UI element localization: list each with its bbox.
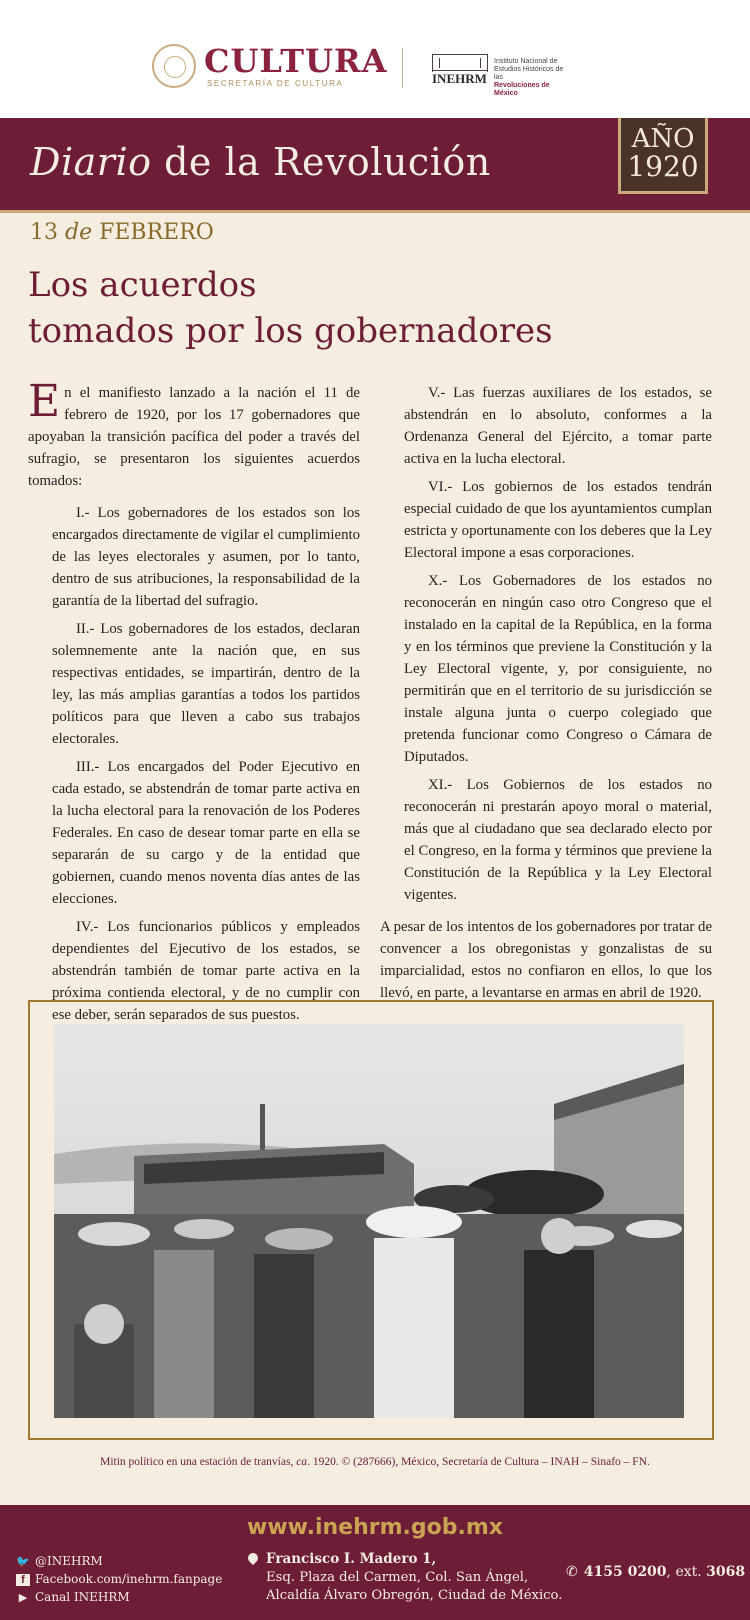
twitter-icon: 🐦 [16,1555,30,1568]
date-month: FEBRERO [99,220,214,245]
header-divider [402,48,403,88]
agreement-6: VI.- Los gobiernos de los estados tendrán especial cuidado de que los ayuntamientos cumplan estricta y oportunamente con los deberes que la Ley Electoral impone a esas corporaciones. [404,479,712,561]
agreement-4: IV.- Los funcionarios públicos y empleados dependientes del Ejecutivo de los estados, se abstendrán también de tomar parte activa en la próxima contienda electoral, y de no cumplir con ese deber, serán separados de sus puestos. [52,919,360,1023]
seal-icon [152,44,196,88]
agreement-5: V.- Las fuerzas auxiliares de los estados, se abstendrán en lo absoluto, conformes a la Ordenanza General del Ejército, a tomar parte activa en la lucha electoral. [404,385,712,467]
facebook-link[interactable] [16,1572,222,1586]
intro-text: n el manifiesto lanzado a la nación el 11 de febrero de 1920, por los 17 gobernadores que apoyaban la transición pacífica del poder a través del sufragio, se presentaron los siguientes acuerdos tomados: [28,385,360,489]
address-line3: Alcaldía Álvaro Obregón, Ciudad de México. [266,1588,563,1603]
banner-title-italic: Diario [30,140,152,184]
headline-line2: tomados por los gobernadores [28,311,553,351]
year-label: AÑO [631,124,695,154]
caption-before: Mitin político en una estación de tranvías, [100,1456,297,1468]
article-intro [28,376,360,492]
banner-title-rest: de la Revolución [151,140,491,184]
phone-main: 4155 0200 [583,1564,667,1580]
youtube-icon: ▶ [18,1591,28,1604]
youtube-link[interactable] [16,1590,130,1604]
agreement-1: I.- Los gobernadores de los estados son los encargados directamente de vigilar el cumplimiento de las leyes electorales y asumen, por lo tanto, dentro de sus atribuciones, la responsabilidad de la garantía de la libertad del sufragio. [52,505,360,609]
agreement-10: X.- Los Gobernadores de los estados no reconocerán en ningún caso otro Congreso que el instalado en la capital de la República, en la forma y en los términos que previene la Constitución y la Ley Electoral vigente, y, por consiguiente, no permitirán que en el territorio de su jurisdicción se instale alguna junta o cuerpo colegiado que pretenda funcionar como Congreso o Cámara de Diputados. [404,573,712,765]
website-link[interactable]: www.inehrm.gob.mx [247,1515,503,1540]
facebook-icon: f [16,1574,30,1586]
gold-divider [0,210,750,213]
article-date [30,220,214,245]
address-street: Francisco I. Madero 1, [266,1551,437,1567]
phone-icon: ✆ [566,1564,578,1580]
agreement-3: III.- Los encargados del Poder Ejecutivo en cada estado, se abstendrán de tomar parte activa en la lucha electoral para la renovación de los Poderes Federales. En caso de desear tomar parte en ella se separarán de su cargo y de la entidad que gobiernen, cuando menos noventa días antes de las elecciones. [52,759,360,907]
article-column-left [28,376,360,1032]
agreement-2: II.- Los gobernadores de los estados, declaran solemnemente ante la nación que, en sus respectivas entidades, se impartirán, dentro de la ley, las más amplias garantías a todos los partidos políticos para que lleven a cabo sus trabajos electorales. [52,621,360,747]
photo-illustration [54,1024,684,1418]
drop-cap: E [28,376,61,427]
agreement-11: XI.- Los Gobiernos de los estados no reconocerán ni prestarán apoyo moral o material, más que al ciudadano que sea declarado electo por el Congreso, en la forma y términos que previene la Constitución de la República y la Ley Electoral vigentes. [404,777,712,903]
inehrm-logo-text [494,58,574,98]
cultura-logo-title: CULTURA [204,42,388,80]
address [266,1550,562,1605]
headline-line1: Los acuerdos [28,265,257,305]
facebook-url: Facebook.com/inehrm.fanpage [35,1572,223,1586]
caption-ca: ca [296,1456,308,1468]
twitter-link[interactable] [16,1554,103,1568]
year-value: 1920 [627,150,699,183]
page-title [28,262,678,354]
twitter-handle: @INEHRM [35,1554,103,1568]
historic-photo [54,1024,684,1418]
date-de: de [65,220,93,245]
inehrm-line3: Revoluciones de México [494,82,550,97]
banner-title [30,140,491,184]
phone-number[interactable] [566,1564,745,1580]
youtube-channel: Canal INEHRM [35,1590,130,1604]
caption-after: . 1920. © (287666), México, Secretaría de Cultura – INAH – Sinafo – FN. [307,1456,650,1468]
phone-ext: 3068 [706,1564,746,1580]
cultura-logo-subtitle: SECRETARÍA DE CULTURA [207,79,344,88]
article-closing: A pesar de los intentos de los gobernadores por tratar de convencer a los obregonistas y gonzalistas de su imparcialidad, estos no confiaron en ellos, lo que los llevó, en parte, a levantarse en armas en abril de 1920. [380,919,713,1001]
photo-caption [0,1456,750,1468]
date-day: 13 [30,220,58,245]
inehrm-line2: Estudios Históricos de las [494,66,564,81]
inehrm-logo-word: INEHRM [432,71,487,86]
address-line2: Esq. Plaza del Carmen, Col. San Ángel, [266,1570,529,1585]
inehrm-line1: Instituto Nacional de [494,58,558,65]
article-column-right [380,382,712,1010]
phone-ext-label: , ext. [666,1564,707,1580]
year-badge [618,118,708,194]
